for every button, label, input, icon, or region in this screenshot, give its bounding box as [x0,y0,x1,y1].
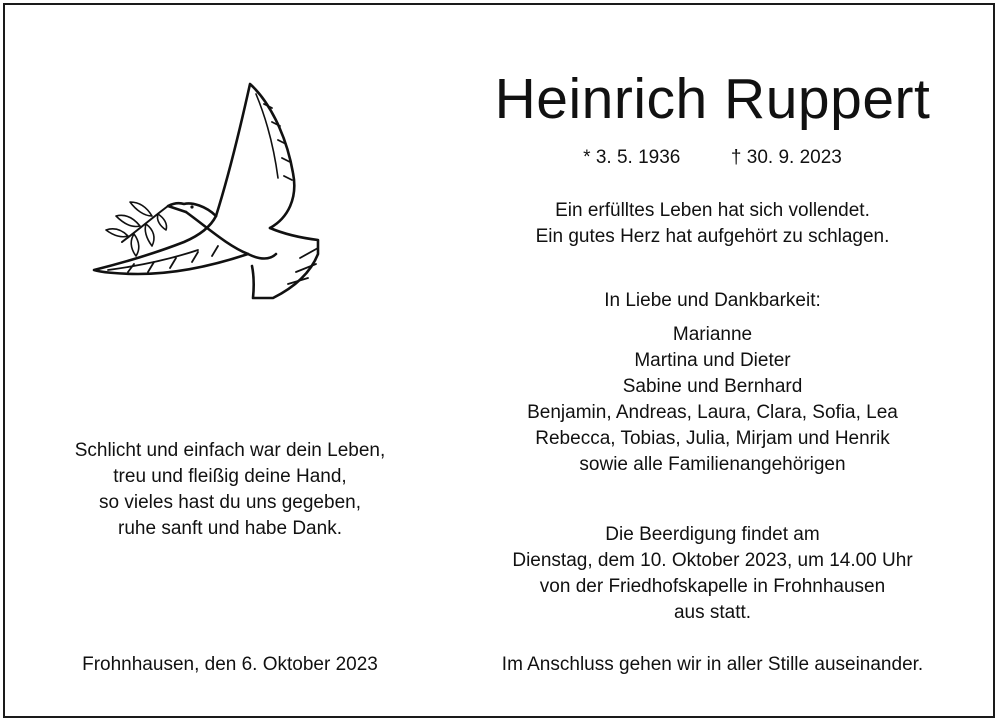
funeral-info [455,522,970,626]
poem-line: ruhe sanft und habe Dank. [118,518,342,539]
funeral-line: aus statt. [673,602,752,623]
death-date: † 30. 9. 2023 [730,147,842,168]
mourner-line: Martina und Dieter [634,350,791,371]
farewell-note: Im Anschluss gehen wir in aller Stille auseinander. [501,654,924,675]
mourner-line: Marianne [672,324,753,345]
poem-line: so vieles hast du uns gegeben, [99,492,361,513]
poem [25,438,435,542]
funeral-line: von der Friedhofskapelle in Frohnhausen [539,576,886,597]
gratitude-heading: In Liebe und Dankbarkeit: [604,290,821,311]
life-dates [455,146,970,170]
funeral-line: Die Beerdigung findet am [605,524,820,545]
motto-line: Ein gutes Herz hat aufgehört zu schlagen. [535,226,890,247]
deceased-name: Heinrich Ruppert [494,67,931,131]
funeral-line: Dienstag, dem 10. Oktober 2023, um 14.00 Uhr [512,550,913,571]
mourner-line: Benjamin, Andreas, Laura, Clara, Sofia, Lea [527,402,898,423]
motto-line: Ein erfülltes Leben hat sich vollendet. [555,200,870,221]
dove-with-olive-branch-icon [88,78,328,308]
motto [455,198,970,250]
mourner-line: Sabine und Bernhard [622,376,803,397]
poem-line: Schlicht und einfach war dein Leben, [74,440,386,461]
birth-date: * 3. 5. 1936 [583,147,681,168]
place-and-date: Frohnhausen, den 6. Oktober 2023 [82,654,378,675]
mourner-line: sowie alle Familienangehörigen [579,454,846,475]
mourners-list [455,322,970,478]
poem-line: treu und fleißig deine Hand, [113,466,347,487]
mourner-line: Rebecca, Tobias, Julia, Mirjam und Henrik [535,428,890,449]
